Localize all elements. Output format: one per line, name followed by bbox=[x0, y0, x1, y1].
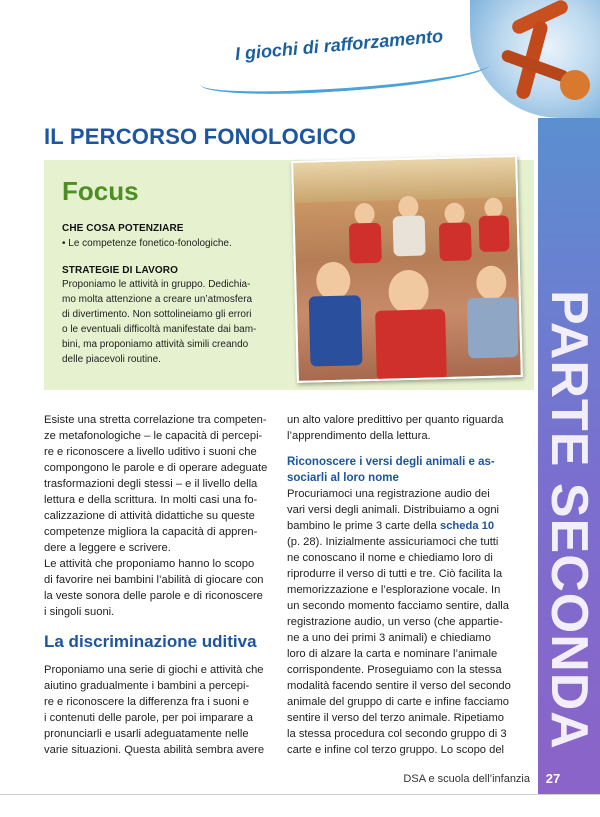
continued-paragraph: un alto valore predittivo per quanto riguarda l’apprendimento della lettura. bbox=[287, 414, 504, 442]
header-decoration-image bbox=[470, 0, 600, 118]
page-number: 27 bbox=[545, 771, 561, 786]
focus-what-heading: CHE COSA POTENZIARE bbox=[62, 223, 184, 234]
intro-paragraph: Esiste una stretta correlazione tra competen- ze metafonologiche – le capacità di percepi- re e riconoscere a livello uditivo i suoni che compongono le parole e di operare adeguate trasformazioni degli stessi – e il livello della lettura e della scrittura. In molti casi una fo- calizzazione di attività didattiche su queste competenze migliora la capacità di appren- dere a leggere e scrivere. bbox=[44, 414, 268, 554]
right-column bbox=[287, 412, 525, 758]
footer-divider bbox=[0, 794, 600, 795]
purpose-paragraph: Le attività che proponiamo hanno lo scopo di favorire nei bambini l’abilità di giocare con la veste sonora delle parole e di riconoscere i singoli suoni. bbox=[44, 558, 264, 618]
focus-what-item: • Le competenze fonetico-fonologiche. bbox=[62, 238, 232, 249]
activity-paragraph: Procuriamoci una registrazione audio dei vari versi degli animali. Distribuiamo a ogni bambino le prime 3 carte della scheda 10 (p. 28). Inizialmente assicuriamoci che tutti ne conoscano il nome e chiediamo loro di riprodurre il verso di tutti e tre. Ciò facilita la memorizzazione e l’esplorazione vocale. In un secondo momento facciamo sentire, dalla registrazione audio, un verso (che appartie- ne a uno dei primi 3 animali) e chiediamo loro di alzare la carta e nominare l’animale corrispondente. Proseguiamo con la stessa modalità facendo sentire il verso del secondo animale del gruppo di carte e infine facciamo sentire il verso del terzo animale. Ripetiamo la stessa procedura col secondo gruppo di 3 carte e infine col terzo gruppo. Lo scopo del bbox=[287, 488, 511, 756]
focus-strategy-heading: STRATEGIE DI LAVORO bbox=[62, 265, 178, 276]
scheda-reference-link[interactable]: scheda 10 bbox=[439, 520, 495, 532]
section-heading: La discriminazione uditiva bbox=[44, 632, 257, 651]
focus-strategy-text: Proponiamo le attività in gruppo. Dedichia- mo molta attenzione a creare un’atmosfera di divertimento. Non sottolineiamo gli errori o le eventuali difficoltà manifestate dai bam- bini, ma proponiamo attività simili creando delle piacevoli routine. bbox=[62, 279, 257, 365]
discrimination-paragraph: Proponiamo una serie di giochi e attività che aiutino gradualmente i bambini a percepi- re e riconoscere la differenza fra i suoni e i contenuti delle parole, per poi imparare a pronunciarli e usarli adeguatamente nelle varie situazioni. Questa abilità sembra avere bbox=[44, 664, 265, 756]
footer-book-title: DSA e scuola dell’infanzia bbox=[403, 773, 530, 785]
left-column bbox=[44, 412, 276, 758]
focus-content bbox=[62, 223, 282, 367]
activity-subheading: Riconoscere i versi degli animali e as- sociarli al loro nome bbox=[287, 456, 495, 484]
sidebar-label: PARTE SECONDA bbox=[540, 290, 598, 750]
page-title: IL PERCORSO FONOLOGICO bbox=[44, 124, 357, 149]
section-label: I giochi di rafforzamento bbox=[234, 25, 444, 65]
classroom-photo bbox=[291, 155, 523, 383]
focus-title: Focus bbox=[62, 176, 139, 206]
